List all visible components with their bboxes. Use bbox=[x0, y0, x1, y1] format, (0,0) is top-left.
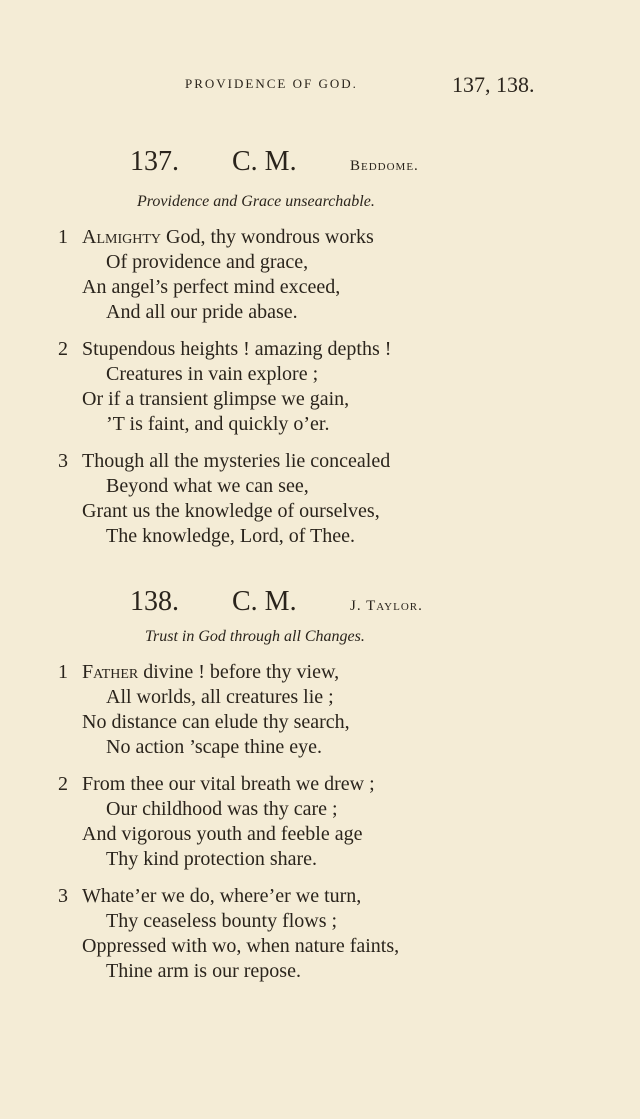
verse-line: Creatures in vain explore ; bbox=[106, 363, 319, 385]
stanza-138-1 bbox=[58, 660, 350, 760]
verse-line: No action ’scape thine eye. bbox=[106, 736, 323, 758]
verse-line: Beyond what we can see, bbox=[106, 475, 309, 497]
hymn-subtitle: Trust in God through all Changes. bbox=[145, 628, 365, 645]
stanza-number: 1 bbox=[58, 226, 68, 248]
running-head: PROVIDENCE OF GOD. bbox=[185, 76, 358, 91]
small-caps-word: Father bbox=[82, 661, 139, 683]
line-text: divine ! before thy view, bbox=[138, 661, 340, 683]
stanza-number: 3 bbox=[58, 885, 68, 907]
stanza-first-line bbox=[58, 337, 391, 362]
verse-line: Or if a transient glimpse we gain, bbox=[82, 388, 350, 410]
line-text: Stupendous heights ! amazing depths ! bbox=[82, 338, 392, 360]
line-text: God, thy wondrous works bbox=[161, 226, 374, 248]
hymn-header-138 bbox=[130, 586, 423, 618]
line-text: Whate’er we do, where’er we turn, bbox=[82, 885, 362, 907]
small-caps-word: Almighty bbox=[82, 226, 161, 248]
line-text: Though all the mysteries lie concealed bbox=[82, 450, 391, 472]
verse-line: All worlds, all creatures lie ; bbox=[106, 686, 334, 708]
stanza-first-line bbox=[58, 449, 390, 474]
hymn-subtitle: Providence and Grace unsearchable. bbox=[137, 193, 375, 210]
stanza-number: 2 bbox=[58, 338, 68, 360]
hymn-author: J. Taylor. bbox=[350, 598, 423, 614]
verse-line: ’T is faint, and quickly o’er. bbox=[106, 413, 330, 435]
verse-line: Thine arm is our repose. bbox=[106, 960, 301, 982]
hymn-header-137 bbox=[130, 146, 419, 178]
stanza-number: 2 bbox=[58, 773, 68, 795]
stanza-first-line bbox=[58, 225, 374, 250]
page-numbers: 137, 138. bbox=[452, 72, 535, 97]
stanza-137-3 bbox=[58, 449, 390, 549]
stanza-138-3 bbox=[58, 884, 399, 984]
hymn-meter: C. M. bbox=[232, 586, 297, 617]
verse-line: Of providence and grace, bbox=[106, 251, 309, 273]
hymn-meter: C. M. bbox=[232, 146, 297, 177]
hymn-author: Beddome. bbox=[350, 158, 419, 174]
verse-line: Oppressed with wo, when nature faints, bbox=[82, 935, 400, 957]
line-text: From thee our vital breath we drew ; bbox=[82, 773, 375, 795]
verse-line: And vigorous youth and feeble age bbox=[82, 823, 363, 845]
hymn-number: 138. bbox=[130, 586, 179, 617]
verse-line: The knowledge, Lord, of Thee. bbox=[106, 525, 355, 547]
stanza-number: 3 bbox=[58, 450, 68, 472]
stanza-first-line bbox=[58, 660, 350, 685]
verse-line: No distance can elude thy search, bbox=[82, 711, 350, 733]
verse-line: Thy kind protection share. bbox=[106, 848, 318, 870]
hymn-number: 137. bbox=[130, 146, 179, 177]
stanza-first-line bbox=[58, 884, 399, 909]
stanza-138-2 bbox=[58, 772, 375, 872]
stanza-first-line bbox=[58, 772, 375, 797]
stanza-number: 1 bbox=[58, 661, 68, 683]
verse-line: An angel’s perfect mind exceed, bbox=[82, 276, 341, 298]
verse-line: Thy ceaseless bounty flows ; bbox=[106, 910, 338, 932]
verse-line: Our childhood was thy care ; bbox=[106, 798, 338, 820]
verse-line: Grant us the knowledge of ourselves, bbox=[82, 500, 380, 522]
stanza-137-1 bbox=[58, 225, 374, 325]
verse-line: And all our pride abase. bbox=[106, 301, 298, 323]
stanza-137-2 bbox=[58, 337, 391, 437]
